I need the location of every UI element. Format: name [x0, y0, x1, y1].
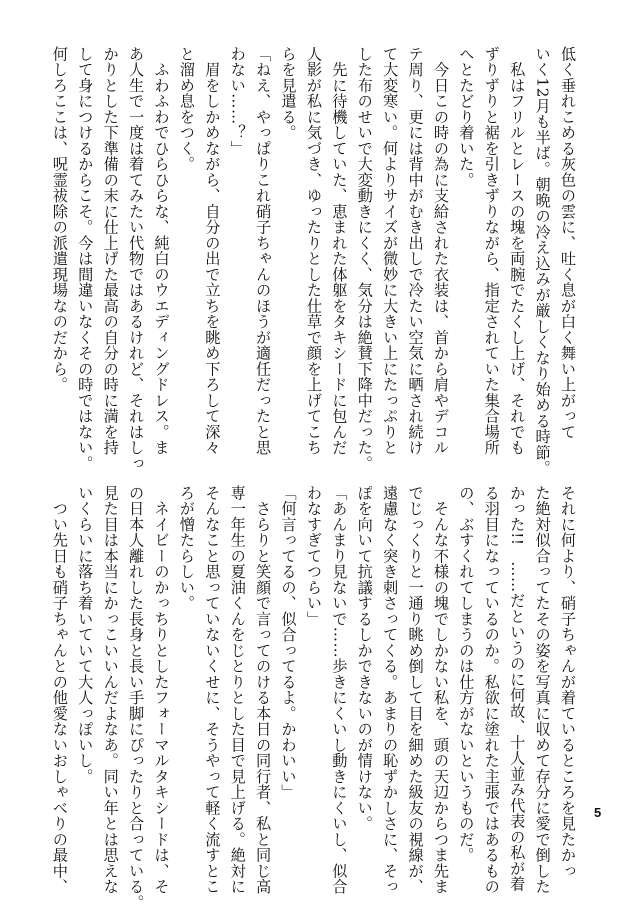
lower-text-column: 「何言ってるの、似合ってるよ。かわいい」 [279, 485, 298, 800]
upper-text-column: と溜め息をつく。 [177, 46, 196, 172]
upper-text-column: 人影が私に気づき、ゆったりとした仕草で顔を上げてこち [304, 46, 323, 456]
upper-text-column: へとたどり着いた。 [457, 46, 476, 188]
upper-text-column: 何しろここは、呪霊祓除の派遣現場なのだから。 [50, 46, 69, 393]
lower-text-column: つい先日も硝子ちゃんとの他愛ないおしゃべりの最中、 [50, 485, 69, 895]
lower-text-column: いくらいに落ち着いていて大人っぽいし。 [76, 485, 95, 785]
lower-text-column: ろが憎たらしい。 [177, 485, 196, 611]
upper-text-column: ふわふわでひらひらな、純白のウエディングドレス。ま [152, 46, 171, 456]
upper-text-column: して身につけるからこそ。今は間違いなくその時ではない。 [76, 46, 95, 472]
lower-text-column: でじっくりと一通り眺め倒して目を細めた級友の視線が、 [406, 485, 425, 895]
lower-text-column: そんなこと思っていないくせに、そうやって軽く流すとこ [203, 485, 222, 895]
upper-text-column: わない……？」 [228, 46, 247, 157]
upper-text-column: 今日この時の為に支給された衣装は、首から肩やデコル [431, 46, 450, 456]
page-number: 5 [594, 805, 602, 820]
lower-text-column: そんな不様の塊でしかない私を、頭の天辺からつま先ま [431, 485, 450, 895]
lower-text-column: 見た目は本当にかっこいいんだよなあ。同い年とは思えな [101, 485, 120, 895]
lower-text-column: の日本人離れした長身と長い手脚にぴったりと合っている。 [127, 485, 146, 910]
lower-text-column: 遠慮なく突き刺さってくる。あまりの恥ずかしさに、そっ [381, 485, 400, 895]
lower-text-column: かった!! ……だというのに何故、十人並み代表の私が着 [508, 485, 527, 893]
upper-text-column: 低く垂れこめる灰色の雲に、吐く息が白く舞い上がって [559, 46, 577, 440]
lower-text-column: た絶対似合ってたその姿を写真に収めて存分に愛で倒した [533, 485, 552, 895]
upper-text-column: 「ねえ、やっぱりこれ硝子ちゃんのほうが適任だったと思 [254, 46, 273, 456]
upper-text-column: あ人生で一度は着てみたい代物ではあるけれど、それはしっ [127, 46, 146, 472]
lower-text-column: る羽目になっているのか。私欲に塗れた主張ではあるもの [482, 485, 501, 895]
lower-text-column: 専一年生の夏油くんをじとりとした目で見上げる。絶対に [228, 485, 247, 895]
lower-text-column: ぽを向いて抗議するしかできないのが情けない。 [355, 485, 374, 832]
upper-text-column: らを見遣る。 [279, 46, 298, 141]
lower-text-column: さらりと笑顔で言ってのける本日の同行者、私と同じ高 [254, 485, 273, 895]
upper-text-column: いく12月も半ば。朝晩の冷え込みが厳しくなり始める時節。 [533, 46, 552, 476]
lower-text-block [46, 485, 580, 910]
upper-text-column: テ周り、更には背中がむき出しで冷たい空気に晒され続け [406, 46, 425, 456]
upper-text-column: した布のせいで大変動きにくく、気分は絶賛下降中だった。 [355, 46, 374, 472]
lower-text-column: ネイビーのかっちりとしたフォーマルタキシードは、そ [152, 485, 171, 895]
lower-text-column: それに何より、硝子ちゃんが着ているところを見たかっ [559, 485, 577, 879]
upper-text-column: て大変寒い。何よりサイズが微妙に大きい上にたっぷりと [381, 46, 400, 456]
upper-text-column: 眉をしかめながら、自分の出で立ちを眺め下ろして深々 [203, 46, 222, 456]
upper-text-column: かりとした下準備の末に仕上げた最高の自分の時に満を持 [101, 46, 120, 456]
upper-text-column: 私はフリルとレースの塊を両腕でたくし上げ、それでも [508, 46, 527, 456]
lower-text-column: の、ぶすくれてしまうのは仕方がないというものだ。 [457, 485, 476, 863]
upper-text-column: ずりずりと裾を引きずりながら、指定されていた集合場所 [482, 46, 501, 456]
lower-text-column: わなすぎてつらい」 [304, 485, 323, 627]
upper-text-column: 先に待機していた、恵まれた体躯をタキシードに包んだ [330, 46, 349, 456]
upper-text-block [46, 46, 580, 476]
lower-text-column: 「あんまり見ないで……歩きにくいし動きにくいし、似合 [330, 485, 349, 895]
